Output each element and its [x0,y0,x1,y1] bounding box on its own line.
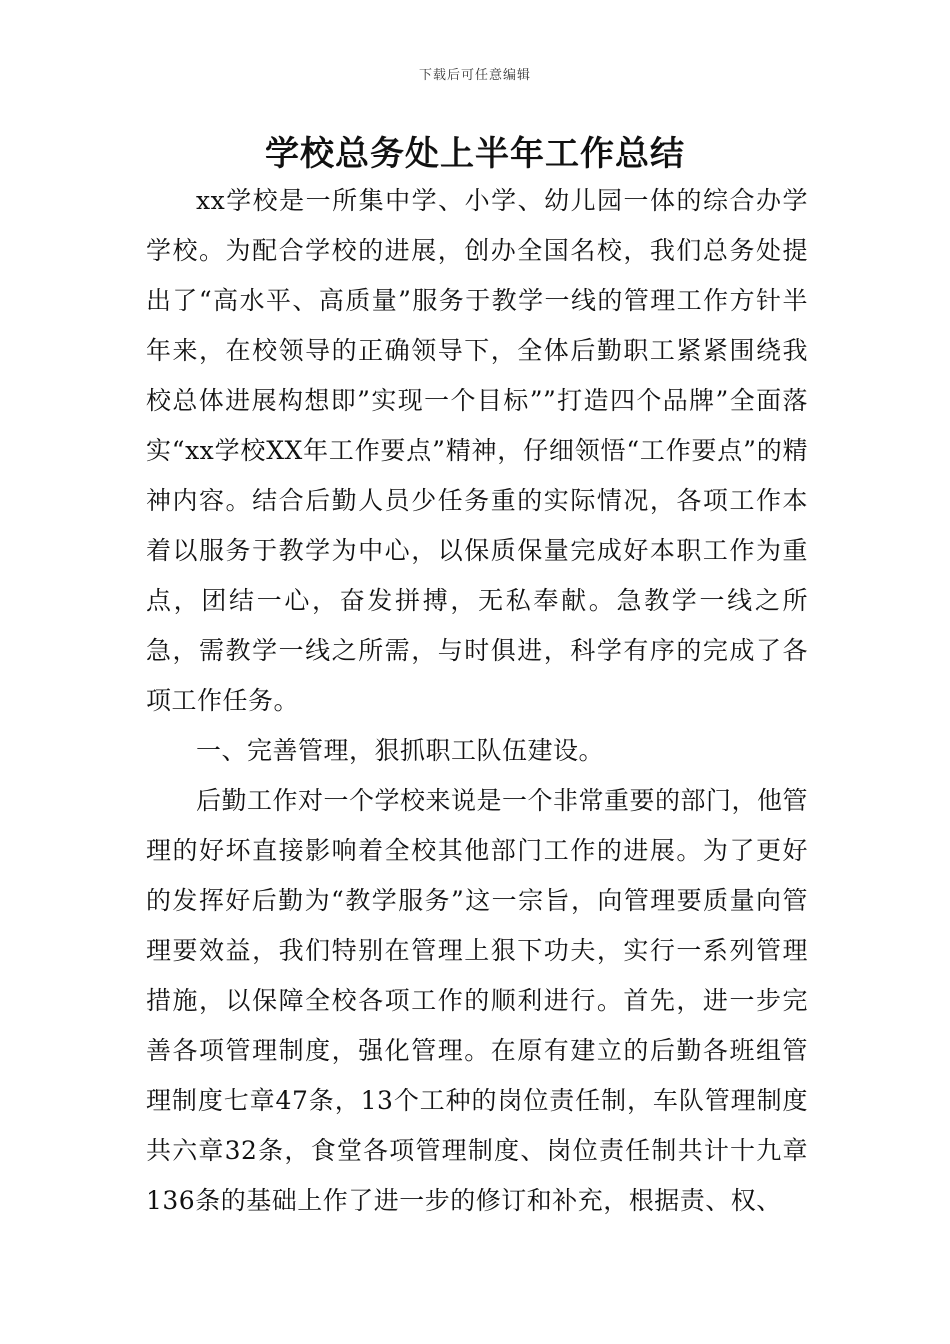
document-title: 学校总务处上半年工作总结 [265,134,685,174]
page-header-note: 下载后可任意编辑 [418,68,531,83]
intro-paragraph: xx学校是一所集中学、小学、幼儿园一体的综合办学学校。为配合学校的进展，创办全国名校，我们总务处提出了“高水平、高质量”服务于教学一线的管理工作方针半年来，在校领导的正确领导下，全体后勤职工紧紧围绕我校总体进展构想即”实现一个目标””打造四个品牌”全面落实“xx学校XX年工作要点”精神，仔细领悟“工作要点”的精神内容。结合后勤人员少任务重的实际情况，各项工作本着以服务于教学为中心，以保质保量完成好本职工作为重点，团结一心，奋发拼搏，无私奉献。急教学一线之所急，需教学一线之所需，与时俱进，科学有序的完成了各项工作任务。 [146,186,808,715]
document-body [146,176,808,1226]
section-1-paragraph: 后勤工作对一个学校来说是一个非常重要的部门，他管理的好坏直接影响着全校其他部门工作的进展。为了更好的发挥好后勤为“教学服务”这一宗旨，向管理要质量向管理要效益，我们特别在管理上狠下功夫，实行一系列管理措施，以保障全校各项工作的顺利进行。首先，进一步完善各项管理制度，强化管理。在原有建立的后勤各班组管理制度七章47条，13个工种的岗位责任制，车队管理制度共六章32条，食堂各项管理制度、岗位责任制共计十九章136条的基础上作了进一步的修订和补充，根据责、权、 [146,786,809,1215]
section-heading-1: 一、完善管理，狠抓职工队伍建设。 [196,736,605,765]
